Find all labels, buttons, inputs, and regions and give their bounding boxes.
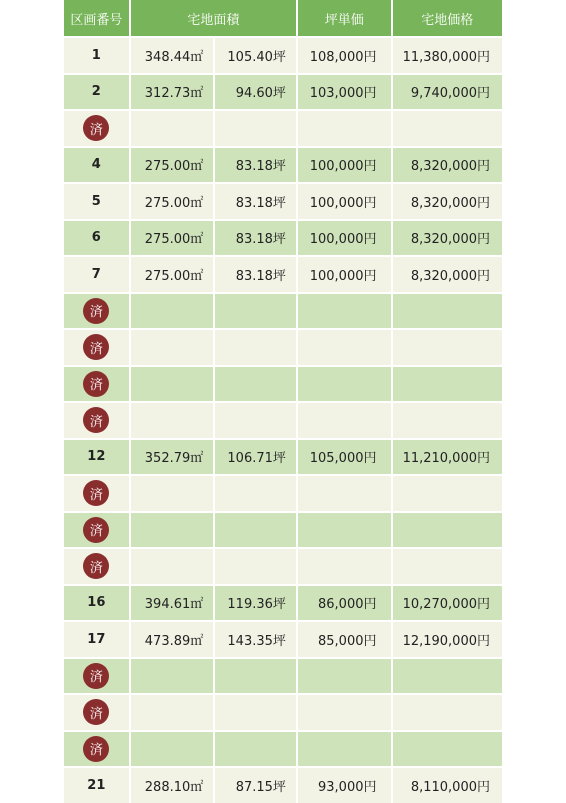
area-tsubo-cell [215, 659, 296, 694]
sold-badge: 済 [83, 371, 109, 397]
area-tsubo-cell [215, 476, 296, 511]
unit-price-cell [298, 476, 391, 511]
sold-badge: 済 [83, 115, 109, 141]
area-tsubo-cell [215, 513, 296, 548]
land-price-cell [393, 732, 503, 767]
area-tsubo-cell: 83.18坪 [215, 184, 296, 219]
unit-price-cell: 105,000円 [298, 440, 391, 475]
sold-badge: 済 [83, 298, 109, 324]
sold-badge: 済 [83, 334, 109, 360]
lot-number-cell [64, 695, 129, 730]
land-price-cell: 12,190,000円 [393, 622, 503, 657]
lot-number-cell: 4 [64, 148, 129, 183]
sold-badge: 済 [83, 407, 109, 433]
table-row-sold [64, 330, 502, 365]
land-price-cell [393, 476, 503, 511]
unit-price-cell [298, 695, 391, 730]
area-m2-cell [131, 513, 214, 548]
area-m2-cell [131, 695, 214, 730]
table-row-sold [64, 732, 502, 767]
table-row [64, 221, 502, 256]
area-m2-cell [131, 732, 214, 767]
area-m2-cell [131, 549, 214, 584]
sold-badge: 済 [83, 480, 109, 506]
sold-badge: 済 [83, 663, 109, 689]
lot-number-cell: 2 [64, 75, 129, 110]
land-price-cell [393, 367, 503, 402]
area-m2-cell: 288.10㎡ [131, 768, 214, 803]
area-tsubo-cell: 143.35坪 [215, 622, 296, 657]
area-tsubo-cell: 83.18坪 [215, 148, 296, 183]
area-m2-cell: 348.44㎡ [131, 38, 214, 73]
unit-price-cell [298, 659, 391, 694]
land-price-cell: 8,110,000円 [393, 768, 503, 803]
land-price-cell [393, 659, 503, 694]
lot-number-cell [64, 330, 129, 365]
area-tsubo-cell [215, 403, 296, 438]
area-m2-cell: 352.79㎡ [131, 440, 214, 475]
unit-price-cell [298, 403, 391, 438]
table-row-sold [64, 659, 502, 694]
land-price-cell [393, 549, 503, 584]
area-m2-cell [131, 330, 214, 365]
area-m2-cell [131, 111, 214, 146]
header-lot-number: 区画番号 [64, 0, 129, 36]
table-row-sold [64, 111, 502, 146]
area-tsubo-cell [215, 367, 296, 402]
table-row-sold [64, 549, 502, 584]
table-header [64, 0, 502, 36]
lot-number-cell [64, 659, 129, 694]
land-price-cell [393, 695, 503, 730]
header-unit-price: 坪単価 [298, 0, 391, 36]
land-price-cell [393, 294, 503, 329]
area-m2-cell: 275.00㎡ [131, 257, 214, 292]
header-land-area: 宅地面積 [131, 0, 296, 36]
table-row [64, 622, 502, 657]
lot-number-cell: 7 [64, 257, 129, 292]
unit-price-cell [298, 513, 391, 548]
unit-price-cell [298, 294, 391, 329]
area-m2-cell [131, 403, 214, 438]
table-row [64, 586, 502, 621]
header-land-price: 宅地価格 [393, 0, 503, 36]
area-m2-cell [131, 367, 214, 402]
table-row-sold [64, 513, 502, 548]
lot-number-cell [64, 403, 129, 438]
land-price-cell: 8,320,000円 [393, 184, 503, 219]
area-tsubo-cell: 106.71坪 [215, 440, 296, 475]
area-m2-cell: 312.73㎡ [131, 75, 214, 110]
unit-price-cell: 100,000円 [298, 257, 391, 292]
lot-number-cell: 1 [64, 38, 129, 73]
land-price-cell: 8,320,000円 [393, 257, 503, 292]
lot-number-cell: 6 [64, 221, 129, 256]
lot-number-cell [64, 732, 129, 767]
table-row [64, 184, 502, 219]
unit-price-cell [298, 549, 391, 584]
area-tsubo-cell [215, 549, 296, 584]
lot-number-cell [64, 111, 129, 146]
land-price-cell: 9,740,000円 [393, 75, 503, 110]
area-tsubo-cell: 87.15坪 [215, 768, 296, 803]
table-row-sold [64, 695, 502, 730]
area-m2-cell: 394.61㎡ [131, 586, 214, 621]
table-row [64, 440, 502, 475]
unit-price-cell [298, 330, 391, 365]
land-price-cell [393, 513, 503, 548]
area-tsubo-cell [215, 330, 296, 365]
sold-badge: 済 [83, 553, 109, 579]
area-m2-cell [131, 476, 214, 511]
area-tsubo-cell: 83.18坪 [215, 257, 296, 292]
lot-number-cell: 17 [64, 622, 129, 657]
area-tsubo-cell [215, 294, 296, 329]
lot-number-cell [64, 294, 129, 329]
land-price-cell [393, 403, 503, 438]
lot-number-cell [64, 476, 129, 511]
sold-badge: 済 [83, 736, 109, 762]
unit-price-cell: 100,000円 [298, 184, 391, 219]
unit-price-cell: 93,000円 [298, 768, 391, 803]
table-row-sold [64, 367, 502, 402]
land-price-cell: 11,380,000円 [393, 38, 503, 73]
area-tsubo-cell [215, 695, 296, 730]
unit-price-cell: 85,000円 [298, 622, 391, 657]
area-tsubo-cell: 119.36坪 [215, 586, 296, 621]
land-price-cell [393, 330, 503, 365]
unit-price-cell: 100,000円 [298, 148, 391, 183]
lot-number-cell [64, 367, 129, 402]
area-m2-cell [131, 659, 214, 694]
unit-price-cell: 100,000円 [298, 221, 391, 256]
table-body [64, 38, 502, 803]
table-row-sold [64, 476, 502, 511]
area-tsubo-cell: 105.40坪 [215, 38, 296, 73]
lot-number-cell [64, 513, 129, 548]
area-tsubo-cell: 94.60坪 [215, 75, 296, 110]
unit-price-cell [298, 732, 391, 767]
area-tsubo-cell [215, 732, 296, 767]
lot-number-cell: 5 [64, 184, 129, 219]
lot-number-cell [64, 549, 129, 584]
lot-number-cell: 12 [64, 440, 129, 475]
table-row [64, 38, 502, 73]
unit-price-cell: 108,000円 [298, 38, 391, 73]
area-m2-cell [131, 294, 214, 329]
area-m2-cell: 473.89㎡ [131, 622, 214, 657]
unit-price-cell [298, 367, 391, 402]
lot-price-table [64, 0, 502, 803]
land-price-cell [393, 111, 503, 146]
area-tsubo-cell: 83.18坪 [215, 221, 296, 256]
land-price-cell: 8,320,000円 [393, 221, 503, 256]
land-price-cell: 10,270,000円 [393, 586, 503, 621]
area-m2-cell: 275.00㎡ [131, 148, 214, 183]
table-row [64, 257, 502, 292]
land-price-cell: 11,210,000円 [393, 440, 503, 475]
area-tsubo-cell [215, 111, 296, 146]
area-m2-cell: 275.00㎡ [131, 221, 214, 256]
lot-number-cell: 16 [64, 586, 129, 621]
land-price-cell: 8,320,000円 [393, 148, 503, 183]
table-row [64, 75, 502, 110]
lot-number-cell: 21 [64, 768, 129, 803]
area-m2-cell: 275.00㎡ [131, 184, 214, 219]
table-row-sold [64, 403, 502, 438]
unit-price-cell [298, 111, 391, 146]
unit-price-cell: 86,000円 [298, 586, 391, 621]
sold-badge: 済 [83, 699, 109, 725]
unit-price-cell: 103,000円 [298, 75, 391, 110]
table-row [64, 148, 502, 183]
table-row-sold [64, 294, 502, 329]
table-row [64, 768, 502, 803]
sold-badge: 済 [83, 517, 109, 543]
